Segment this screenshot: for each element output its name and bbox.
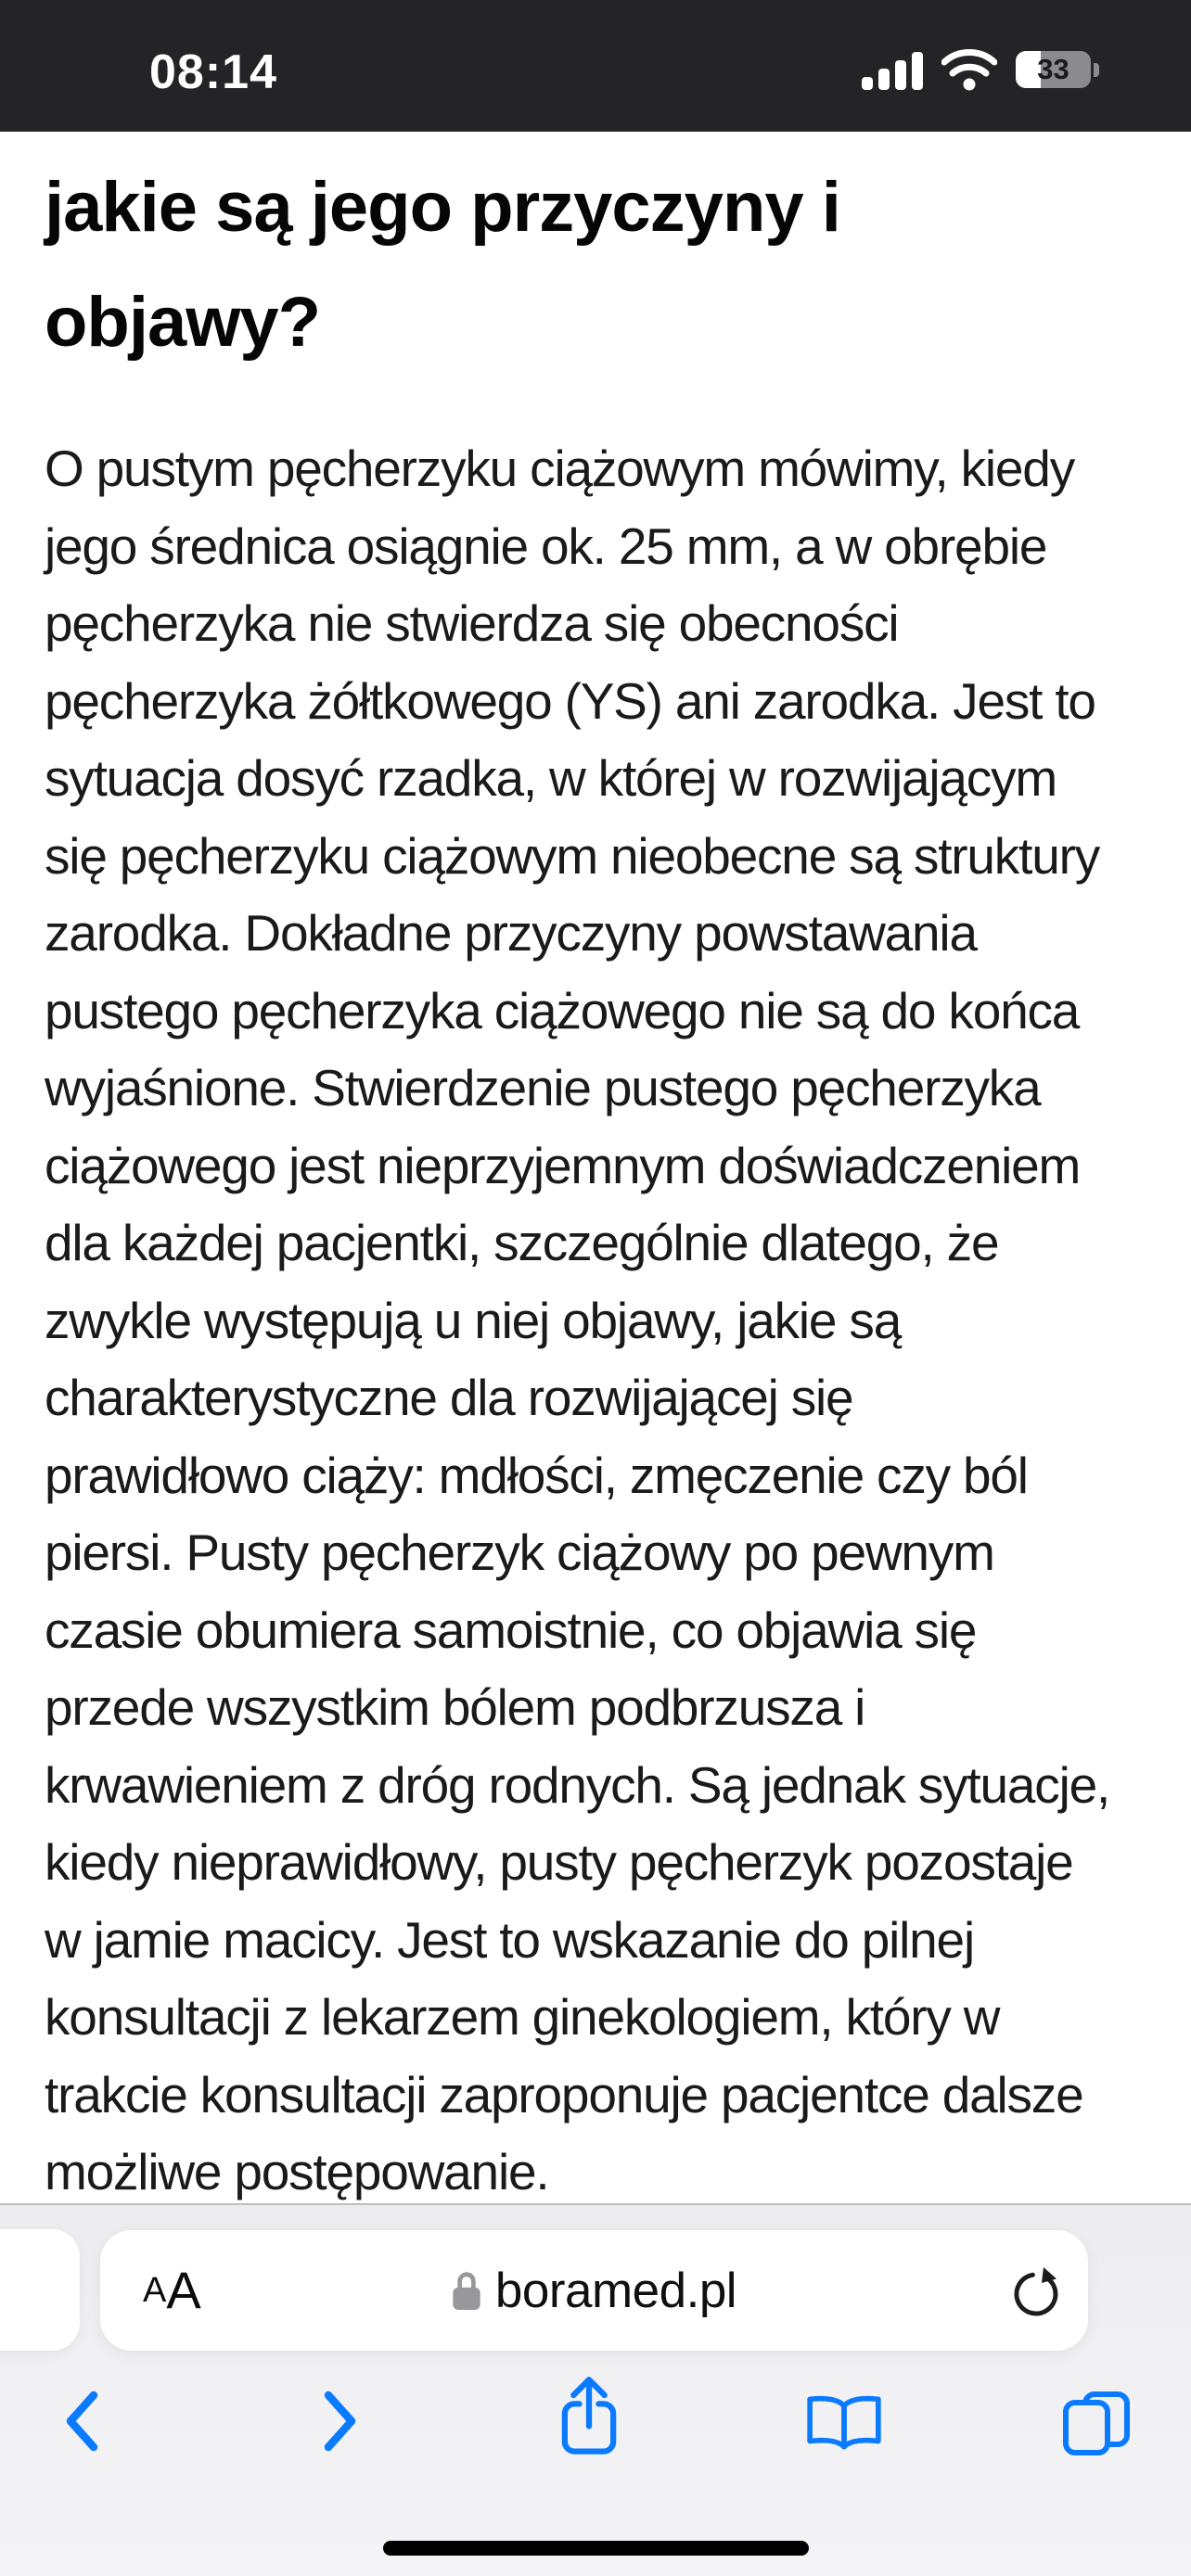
battery-icon xyxy=(1016,50,1101,89)
body-line: zarodka. Dokładne przyczyny powstawania xyxy=(45,904,977,962)
article-body xyxy=(45,430,1169,2203)
cellular-signal-icon xyxy=(862,49,923,90)
reload-icon[interactable] xyxy=(1012,2266,1060,2318)
body-line: przede wszystkim bólem podbrzusza i xyxy=(45,1678,865,1736)
body-line: pustego pęcherzyka ciążowego nie są do końca xyxy=(45,981,1080,1039)
body-line: się pęcherzyku ciążowym nieobecne są struktury xyxy=(45,826,1099,885)
back-button[interactable] xyxy=(63,2391,100,2452)
body-line: w jamie macicy. Jest to wskazanie do pilnej xyxy=(45,1910,974,1969)
status-time: 08:14 xyxy=(149,45,277,99)
address-center xyxy=(100,2230,1088,2351)
status-icons xyxy=(862,48,1101,91)
reader-large-a: A xyxy=(166,2261,201,2319)
status-bar xyxy=(0,0,1191,132)
adjacent-tab-peek[interactable] xyxy=(0,2229,80,2351)
article-heading xyxy=(45,150,1167,380)
body-line: czasie obumiera samoistnie, co objawia się xyxy=(45,1600,977,1659)
body-line: trakcie konsultacji zaproponuje pacjentce dalsze xyxy=(45,2065,1083,2123)
page-content xyxy=(0,132,1191,2203)
body-line: prawidłowo ciąży: mdłości, zmęczenie czy ból xyxy=(45,1446,1028,1504)
bookmarks-book-icon[interactable] xyxy=(804,2394,884,2452)
body-line: piersi. Pusty pęcherzyk ciążowy po pewnym xyxy=(45,1524,994,1581)
forward-button[interactable] xyxy=(322,2391,359,2452)
heading-line: jakie są jego przyczyny i xyxy=(45,168,840,247)
body-line: krwawieniem z dróg rodnych. Są jednak sytuacje, xyxy=(45,1755,1110,1814)
body-line: zwykle występują u niej objawy, jakie są xyxy=(45,1291,902,1349)
body-line: ciążowego jest nieprzyjemnym doświadczeniem xyxy=(45,1136,1081,1194)
body-line: pęcherzyka nie stwierdza się obecności xyxy=(45,594,899,652)
battery-percent: 33 xyxy=(1037,53,1069,85)
domain-text: boramed.pl xyxy=(494,2263,737,2318)
tabs-icon[interactable] xyxy=(1062,2391,1131,2455)
heading-line: objawy? xyxy=(45,283,321,362)
body-line: O pustym pęcherzyku ciążowym mówimy, kiedy xyxy=(45,440,1074,497)
body-line: możliwe postępowanie. xyxy=(45,2143,549,2200)
lock-icon xyxy=(452,2270,481,2311)
body-line: jego średnica osiągnie ok. 25 mm, a w obrębie xyxy=(45,516,1047,575)
reader-small-a: A xyxy=(143,2271,167,2310)
body-line: charakterystyczne dla rozwijającej się xyxy=(45,1369,853,1426)
body-line: konsultacji z lekarzem ginekologiem, który w xyxy=(45,1988,1000,2046)
body-line: sytuacja dosyć rzadka, w której w rozwijającym xyxy=(45,749,1057,807)
home-indicator[interactable] xyxy=(383,2541,809,2556)
body-line: wyjaśnione. Stwierdzenie pustego pęcherzyka xyxy=(45,1059,1041,1116)
share-icon[interactable] xyxy=(557,2374,621,2459)
body-line: kiedy nieprawidłowy, pusty pęcherzyk pozostaje xyxy=(45,1833,1073,1891)
body-line: dla każdej pacjentki, szczególnie dlatego, że xyxy=(45,1214,999,1271)
battery-nub xyxy=(1094,63,1099,77)
safari-bottom-chrome xyxy=(0,2203,1191,2576)
wifi-icon xyxy=(941,49,997,91)
address-bar[interactable] xyxy=(100,2230,1088,2351)
body-line: pęcherzyka żółtkowego (YS) ani zarodka. Jest to xyxy=(45,671,1095,730)
